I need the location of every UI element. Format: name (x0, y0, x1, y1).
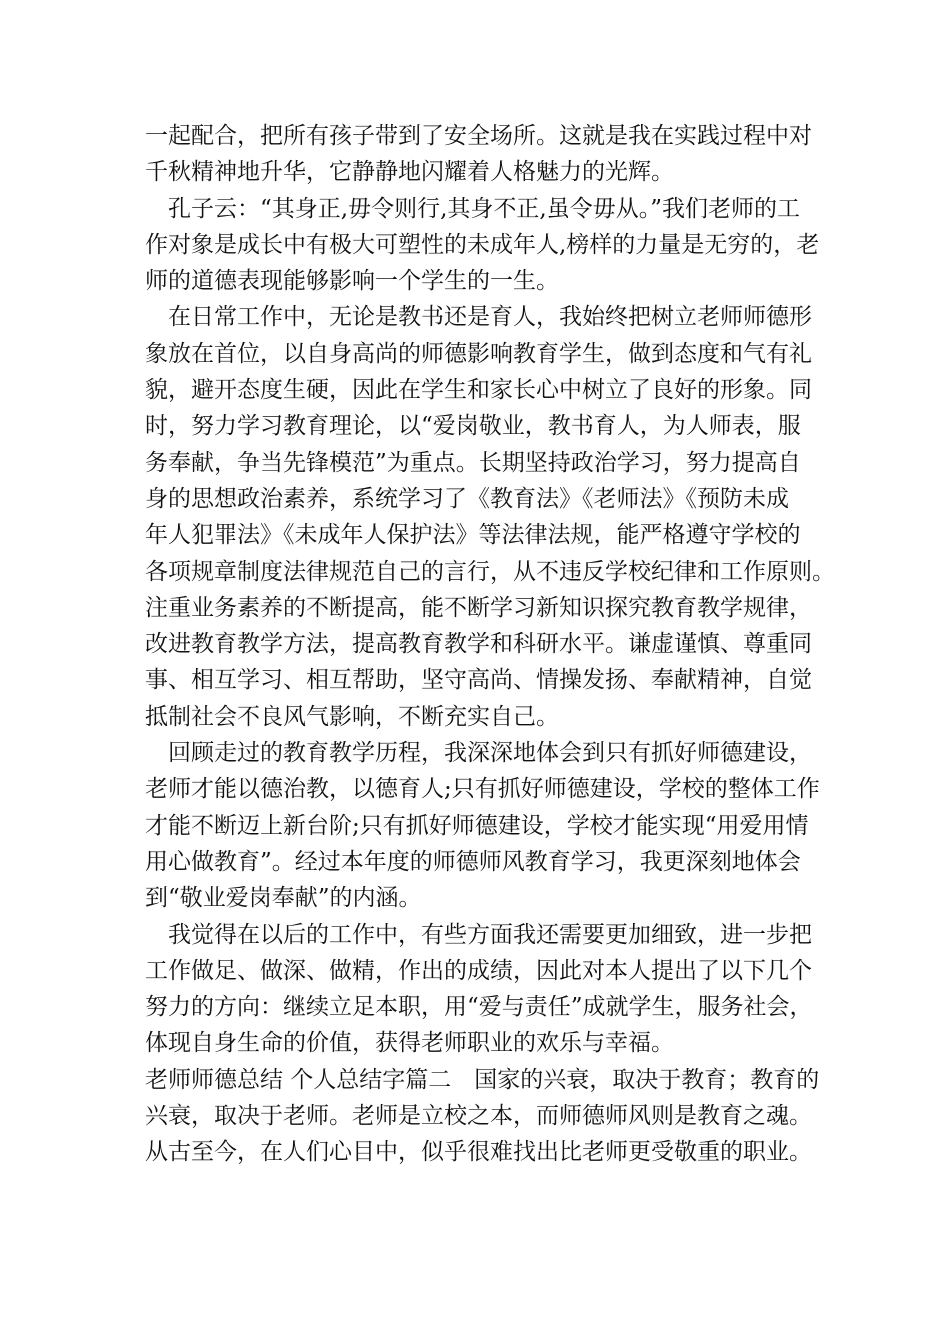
text-line: 注重业务素养的不断提高，能不断学习新知识探究教育教学规律， (145, 594, 812, 621)
document-body (145, 118, 835, 1171)
text-line: 改进教育教学方法，提高教育教学和科研水平。谦虚谨慎、尊重同 (145, 631, 812, 658)
text-line: 务奉献，争当先锋模范”为重点。长期坚持政治学习，努力提高自 (145, 449, 801, 476)
section-heading-line: 老师师德总结 个人总结字篇二 国家的兴衰，取决于教育；教育的 (145, 1066, 820, 1093)
text-line: 兴衰，取决于老师。老师是立校之本，而师德师风则是教育之魂。 (145, 1103, 812, 1130)
text-line: 各项规章制度法律规范自己的言行，从不违反学校纪律和工作原则。 (145, 558, 835, 585)
text-line: 千秋精神地升华，它静静地闪耀着人格魅力的光辉。 (145, 159, 674, 186)
text-line: 身的思想政治素养，系统学习了《教育法》《老师法》《预防未成 (145, 485, 789, 512)
text-line: 从古至今，在人们心目中，似乎很难找出比老师更受敬重的职业。 (145, 1139, 812, 1166)
text-line: 作对象是成长中有极大可塑性的未成年人,榜样的力量是无穷的，老 (145, 231, 820, 258)
text-line: 事、相互学习、相互帮助，坚守高尚、情操发扬、奉献精神，自觉 (145, 667, 812, 694)
text-line: 师的道德表现能够影响一个学生的一生。 (145, 268, 559, 295)
text-line: 我觉得在以后的工作中，有些方面我还需要更加细致，进一步把 (145, 921, 812, 948)
text-line: 时，努力学习教育理论，以“爱岗敬业，教书育人，为人师表，服 (145, 413, 801, 440)
text-line: 到“敬业爱岗奉献”的内涵。 (145, 885, 422, 912)
text-line: 回顾走过的教育教学历程，我深深地体会到只有抓好师德建设， (145, 740, 812, 767)
text-line: 抵制社会不良风气影响，不断充实自己。 (145, 703, 559, 730)
text-line: 年人犯罪法》《未成年人保护法》等法律法规，能严格遵守学校的 (145, 522, 801, 549)
text-line: 在日常工作中，无论是教书还是育人，我始终把树立老师师德形 (145, 304, 812, 331)
text-line: 孔子云：“其身正,毋令则行,其身不正,虽令毋从。”我们老师的工 (145, 195, 800, 222)
text-line: 才能不断迈上新台阶;只有抓好师德建设，学校才能实现“用爱用情 (145, 812, 809, 839)
text-line: 老师才能以德治教，以德育人;只有抓好师德建设，学校的整体工作 (145, 776, 820, 803)
text-line: 努力的方向：继续立足本职，用“爱与责任”成就学生，服务社会， (145, 994, 813, 1021)
text-line: 体现自身生命的价值，获得老师职业的欢乐与幸福。 (145, 1030, 674, 1057)
text-line: 貌，避开态度生硬，因此在学生和家长心中树立了良好的形象。同 (145, 377, 812, 404)
text-line: 一起配合，把所有孩子带到了安全场所。这就是我在实践过程中对 (145, 123, 812, 149)
text-line: 工作做足、做深、做精，作出的成绩，因此对本人提出了以下几个 (145, 957, 812, 984)
text-line: 象放在首位，以自身高尚的师德影响教育学生，做到态度和气有礼 (145, 340, 812, 367)
text-line: 用心做教育”。经过本年度的师德师风教育学习，我更深刻地体会 (145, 848, 801, 875)
